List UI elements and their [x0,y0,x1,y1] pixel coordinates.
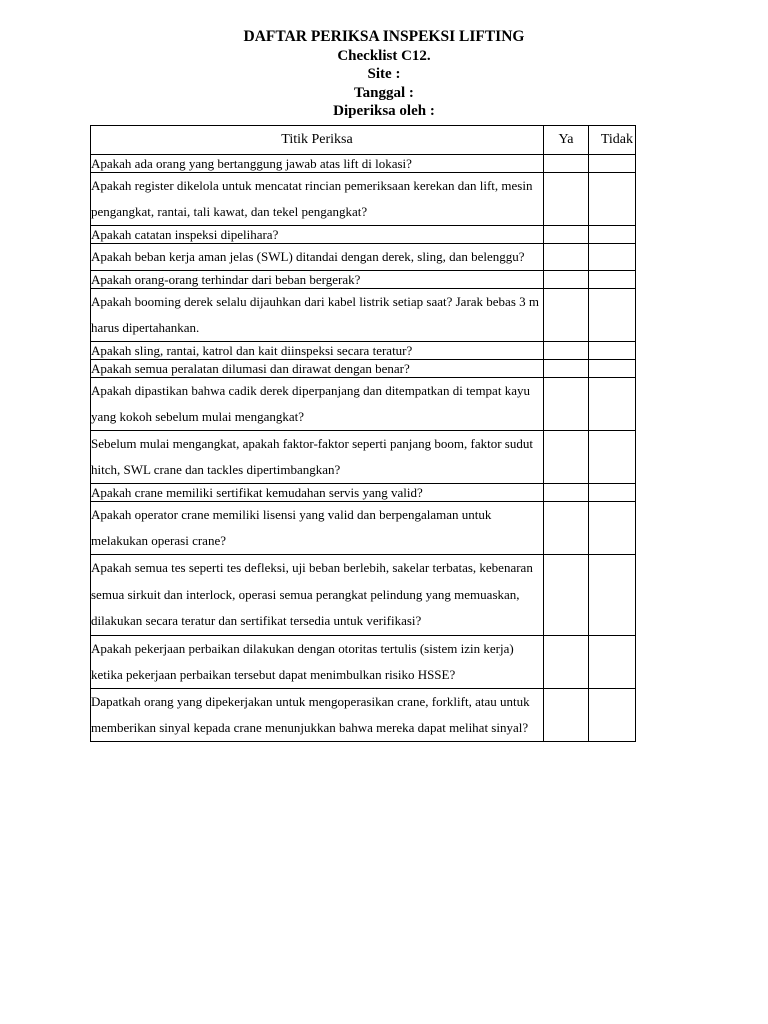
check-point-text: Apakah sling, rantai, katrol dan kait diinspeksi secara teratur? [91,342,544,360]
inspection-checklist-table [90,125,636,742]
no-checkbox-cell[interactable] [589,226,636,244]
table-row [91,271,636,289]
column-header-no: Tidak [589,126,636,155]
check-point-text: Sebelum mulai mengangkat, apakah faktor-faktor seperti panjang boom, faktor sudut hitch, SWL crane dan tackles dipertimbangkan? [91,431,544,484]
yes-checkbox-cell[interactable] [544,635,589,688]
yes-checkbox-cell[interactable] [544,484,589,502]
no-checkbox-cell[interactable] [589,342,636,360]
no-checkbox-cell[interactable] [589,378,636,431]
site-label: Site : [367,66,401,82]
date-label: Tanggal : [354,84,414,101]
no-checkbox-cell[interactable] [589,289,636,342]
no-checkbox-cell[interactable] [589,431,636,484]
no-checkbox-cell[interactable] [589,360,636,378]
yes-checkbox-cell[interactable] [544,360,589,378]
yes-checkbox-cell[interactable] [544,289,589,342]
no-checkbox-cell[interactable] [589,502,636,555]
check-point-text: Apakah semua peralatan dilumasi dan dirawat dengan benar? [91,360,544,378]
table-row [91,244,636,271]
table-row [91,360,636,378]
table-header-row [91,126,636,155]
table-row [91,173,636,226]
table-row [91,226,636,244]
yes-checkbox-cell[interactable] [544,378,589,431]
no-checkbox-cell[interactable] [589,244,636,271]
yes-checkbox-cell[interactable] [544,155,589,173]
yes-checkbox-cell[interactable] [544,688,589,741]
no-checkbox-cell[interactable] [589,484,636,502]
check-point-text: Apakah orang-orang terhindar dari beban bergerak? [91,271,544,289]
table-row [91,502,636,555]
table-row [91,378,636,431]
check-point-text: Apakah dipastikan bahwa cadik derek diperpanjang dan ditempatkan di tempat kayu yang kokoh sebelum mulai mengangkat? [91,378,544,431]
no-checkbox-cell[interactable] [589,555,636,636]
document-header [0,28,768,121]
no-checkbox-cell[interactable] [589,155,636,173]
yes-checkbox-cell[interactable] [544,342,589,360]
yes-checkbox-cell[interactable] [544,431,589,484]
table-row [91,342,636,360]
table-row [91,289,636,342]
check-point-text: Apakah register dikelola untuk mencatat rincian pemeriksaan kerekan dan lift, mesin pengangkat, rantai, tali kawat, dan tekel pengangkat? [91,173,544,226]
yes-checkbox-cell[interactable] [544,173,589,226]
no-checkbox-cell[interactable] [589,688,636,741]
check-point-text: Dapatkah orang yang dipekerjakan untuk mengoperasikan crane, forklift, atau untuk memberikan sinyal kepada crane menunjukkan bahwa mereka dapat melihat sinyal? [91,688,544,741]
no-checkbox-cell[interactable] [589,271,636,289]
check-point-text: Apakah beban kerja aman jelas (SWL) ditandai dengan derek, sling, dan belenggu? [91,244,544,271]
checked-by-label: Diperiksa oleh : [333,103,435,119]
check-point-text: Apakah pekerjaan perbaikan dilakukan dengan otoritas tertulis (sistem izin kerja) ketika pekerjaan perbaikan tersebut dapat menimbulkan risiko HSSE? [91,635,544,688]
checklist-number: Checklist C12. [337,47,431,64]
check-point-text: Apakah ada orang yang bertanggung jawab atas lift di lokasi? [91,155,544,173]
yes-checkbox-cell[interactable] [544,244,589,271]
no-checkbox-cell[interactable] [589,173,636,226]
table-row [91,688,636,741]
check-point-text: Apakah crane memiliki sertifikat kemudahan servis yang valid? [91,484,544,502]
table-row [91,555,636,636]
table-row [91,635,636,688]
table-row [91,431,636,484]
column-header-yes: Ya [544,126,589,155]
no-checkbox-cell[interactable] [589,635,636,688]
table-row [91,155,636,173]
check-point-text: Apakah semua tes seperti tes defleksi, uji beban berlebih, sakelar terbatas, kebenaran semua sirkuit dan interlock, operasi semua perangkat pelindung yang memuaskan, dilakukan secara teratur dan sertifikat tersedia untuk verifikasi? [91,555,544,636]
check-point-text: Apakah booming derek selalu dijauhkan dari kabel listrik setiap saat? Jarak bebas 3 m harus dipertahankan. [91,289,544,342]
document-title: DAFTAR PERIKSA INSPEKSI LIFTING [243,28,525,45]
check-point-text: Apakah operator crane memiliki lisensi yang valid dan berpengalaman untuk melakukan operasi crane? [91,502,544,555]
table-row [91,484,636,502]
yes-checkbox-cell[interactable] [544,555,589,636]
yes-checkbox-cell[interactable] [544,502,589,555]
check-point-text: Apakah catatan inspeksi dipelihara? [91,226,544,244]
yes-checkbox-cell[interactable] [544,226,589,244]
column-header-check-point: Titik Periksa [91,126,544,155]
yes-checkbox-cell[interactable] [544,271,589,289]
